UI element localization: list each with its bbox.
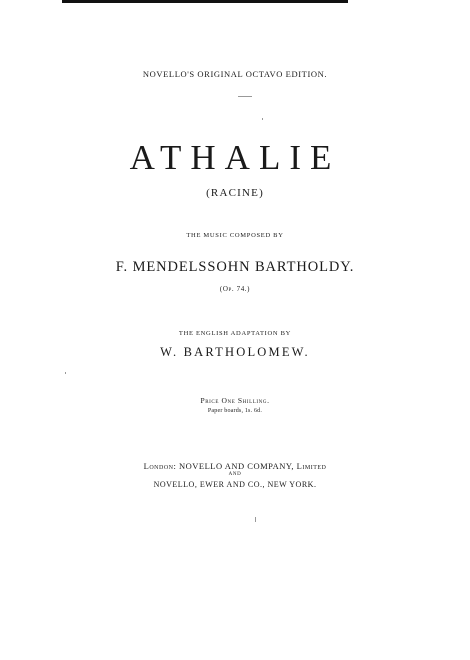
price-paper-boards: Paper boards, 1s. 6d. (207, 408, 263, 414)
print-speck (238, 96, 252, 97)
publisher-and: AND (228, 472, 242, 477)
top-border-rule (62, 0, 348, 3)
adapter-name: W. BARTHOLOMEW. (160, 345, 310, 359)
adaptation-credit-label: THE ENGLISH ADAPTATION BY (178, 330, 292, 337)
publisher-line-2: NOVELLO, EWER AND CO., NEW YORK. (153, 480, 317, 489)
price-line: Price One Shilling. (200, 396, 270, 405)
source-line: (RACINE) (206, 187, 264, 199)
series-line: NOVELLO'S ORIGINAL OCTAVO EDITION. (142, 69, 328, 79)
publisher-line: London: NOVELLO AND COMPANY, Limited (143, 461, 327, 471)
music-credit-label: THE MUSIC COMPOSED BY (186, 232, 284, 239)
print-speck (255, 517, 256, 522)
print-speck (65, 372, 66, 374)
print-speck (262, 118, 263, 120)
composer-name: F. MENDELSSOHN BARTHOLDY. (115, 259, 355, 275)
opus-number: (Op. 74.) (219, 285, 251, 293)
page-title: ATHALIE (129, 138, 341, 177)
